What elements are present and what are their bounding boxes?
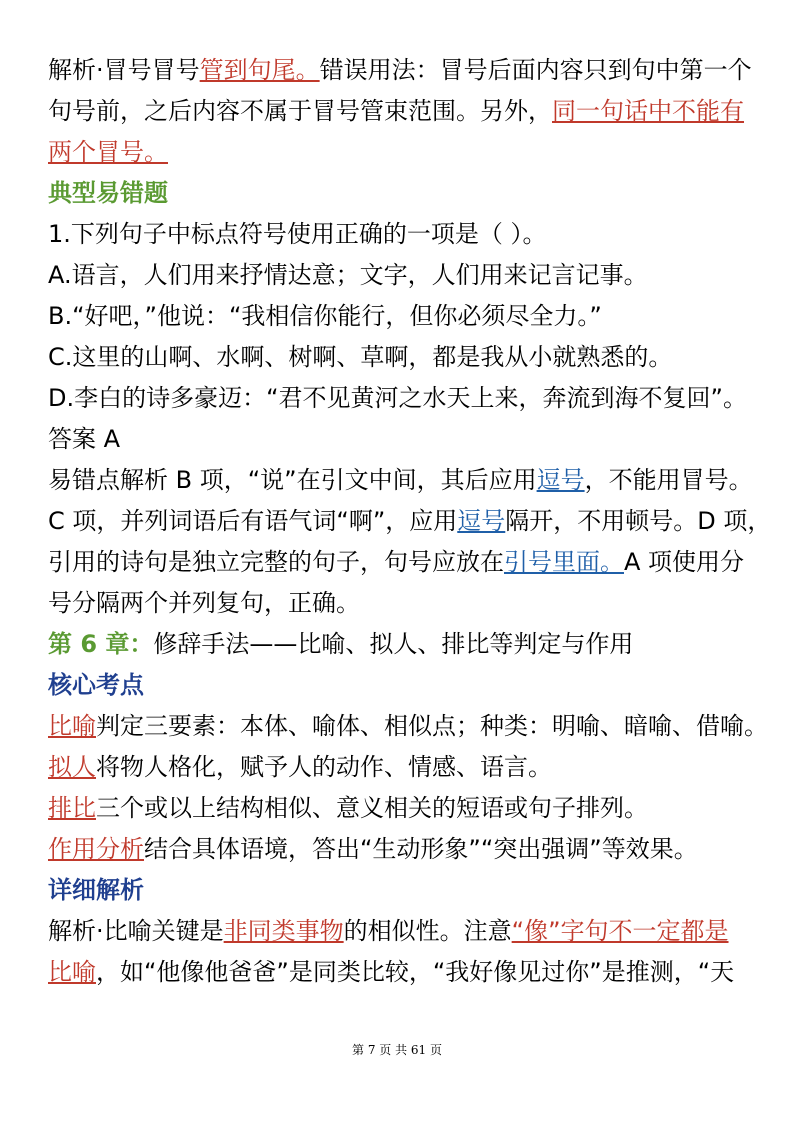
highlight-text: 引号里面。 xyxy=(504,548,624,576)
core-point-metaphor xyxy=(48,706,768,747)
chapter-heading xyxy=(48,624,753,665)
paragraph-colon-rule-line-3 xyxy=(48,132,753,173)
text: 三个或以上结构相似、意义相关的短语或句子排列。 xyxy=(96,794,648,822)
core-point-parallelism xyxy=(48,788,753,829)
detail-line-1 xyxy=(48,911,753,952)
keyword: 比喻 xyxy=(48,712,96,740)
explanation-line-1 xyxy=(48,460,753,501)
core-point-personification xyxy=(48,747,753,788)
keyword: 作用分析 xyxy=(48,835,144,863)
chapter-title: 修辞手法——比喻、拟人、排比等判定与作用 xyxy=(153,630,634,658)
detail-line-2 xyxy=(48,952,753,993)
highlight-text: 同一句话中不能有 xyxy=(552,97,744,125)
text: 将物人格化，赋予人的动作、情感、语言。 xyxy=(96,753,552,781)
text: 解析·冒号冒号 xyxy=(48,56,200,84)
text: A 项使用分 xyxy=(624,548,745,576)
text: ，如“他像他爸爸”是同类比较，“我好像见过你”是推测，“天 xyxy=(96,958,735,986)
text: 结合具体语境，答出“生动形象”“突出强调”等效果。 xyxy=(144,835,698,863)
paragraph-colon-rule xyxy=(48,50,753,91)
highlight-text: “像”字句不一定都是 xyxy=(511,917,729,945)
core-point-function xyxy=(48,829,753,870)
text: 解析·比喻关键是 xyxy=(48,917,224,945)
answer: 答案 A xyxy=(48,425,121,453)
paragraph-colon-rule-line-2 xyxy=(48,91,753,132)
option-b: B.“好吧，”他说：“我相信你能行，但你必须尽全力。” xyxy=(48,302,602,330)
highlight-text: 逗号 xyxy=(536,466,585,494)
text: 易错点解析 B 项，“说”在引文中间，其后应用 xyxy=(48,466,537,494)
option-c: C.这里的山啊、水啊、树啊、草啊，都是我从小就熟悉的。 xyxy=(48,343,673,371)
chapter-label: 第 6 章： xyxy=(48,630,154,658)
highlight-text: 逗号 xyxy=(457,507,506,535)
text: 错误用法：冒号后面内容只到句中第一个 xyxy=(319,56,752,84)
keyword: 排比 xyxy=(48,794,96,822)
document-body xyxy=(48,50,772,993)
text: C 项，并列词语后有语气词“啊”，应用 xyxy=(48,507,458,535)
explanation-line-3 xyxy=(48,542,753,583)
text: 句号前，之后内容不属于冒号管束范围。另外， xyxy=(48,97,552,125)
question-stem: 1.下列句子中标点符号使用正确的一项是（ ）。 xyxy=(48,220,547,248)
section-heading-core: 核心考点 xyxy=(48,671,144,699)
option-d: D.李白的诗多豪迈：“君不见黄河之水天上来，奔流到海不复回”。 xyxy=(48,384,747,412)
keyword: 拟人 xyxy=(48,753,96,781)
explanation-line-4: 号分隔两个并列复句，正确。 xyxy=(48,589,360,617)
page-footer: 第 7 页 共 61 页 xyxy=(352,1043,442,1057)
text: ，不能用冒号。 xyxy=(584,466,753,494)
section-heading-typical-errors: 典型易错题 xyxy=(48,179,168,207)
text: 的相似性。注意 xyxy=(343,917,512,945)
highlight-text: 两个冒号。 xyxy=(48,138,168,166)
text: 引用的诗句是独立完整的句子，句号应放在 xyxy=(48,548,504,576)
text: 判定三要素：本体、喻体、相似点；种类：明喻、暗喻、借喻。 xyxy=(96,712,768,740)
explanation-line-2 xyxy=(48,501,772,542)
text: 隔开，不用顿号。D 项， xyxy=(505,507,772,535)
highlight-text: 比喻 xyxy=(48,958,96,986)
option-a: A.语言，人们用来抒情达意；文字，人们用来记言记事。 xyxy=(48,261,648,289)
highlight-text: 管到句尾。 xyxy=(199,56,320,84)
highlight-text: 非同类事物 xyxy=(223,917,344,945)
section-heading-detail: 详细解析 xyxy=(48,876,144,904)
